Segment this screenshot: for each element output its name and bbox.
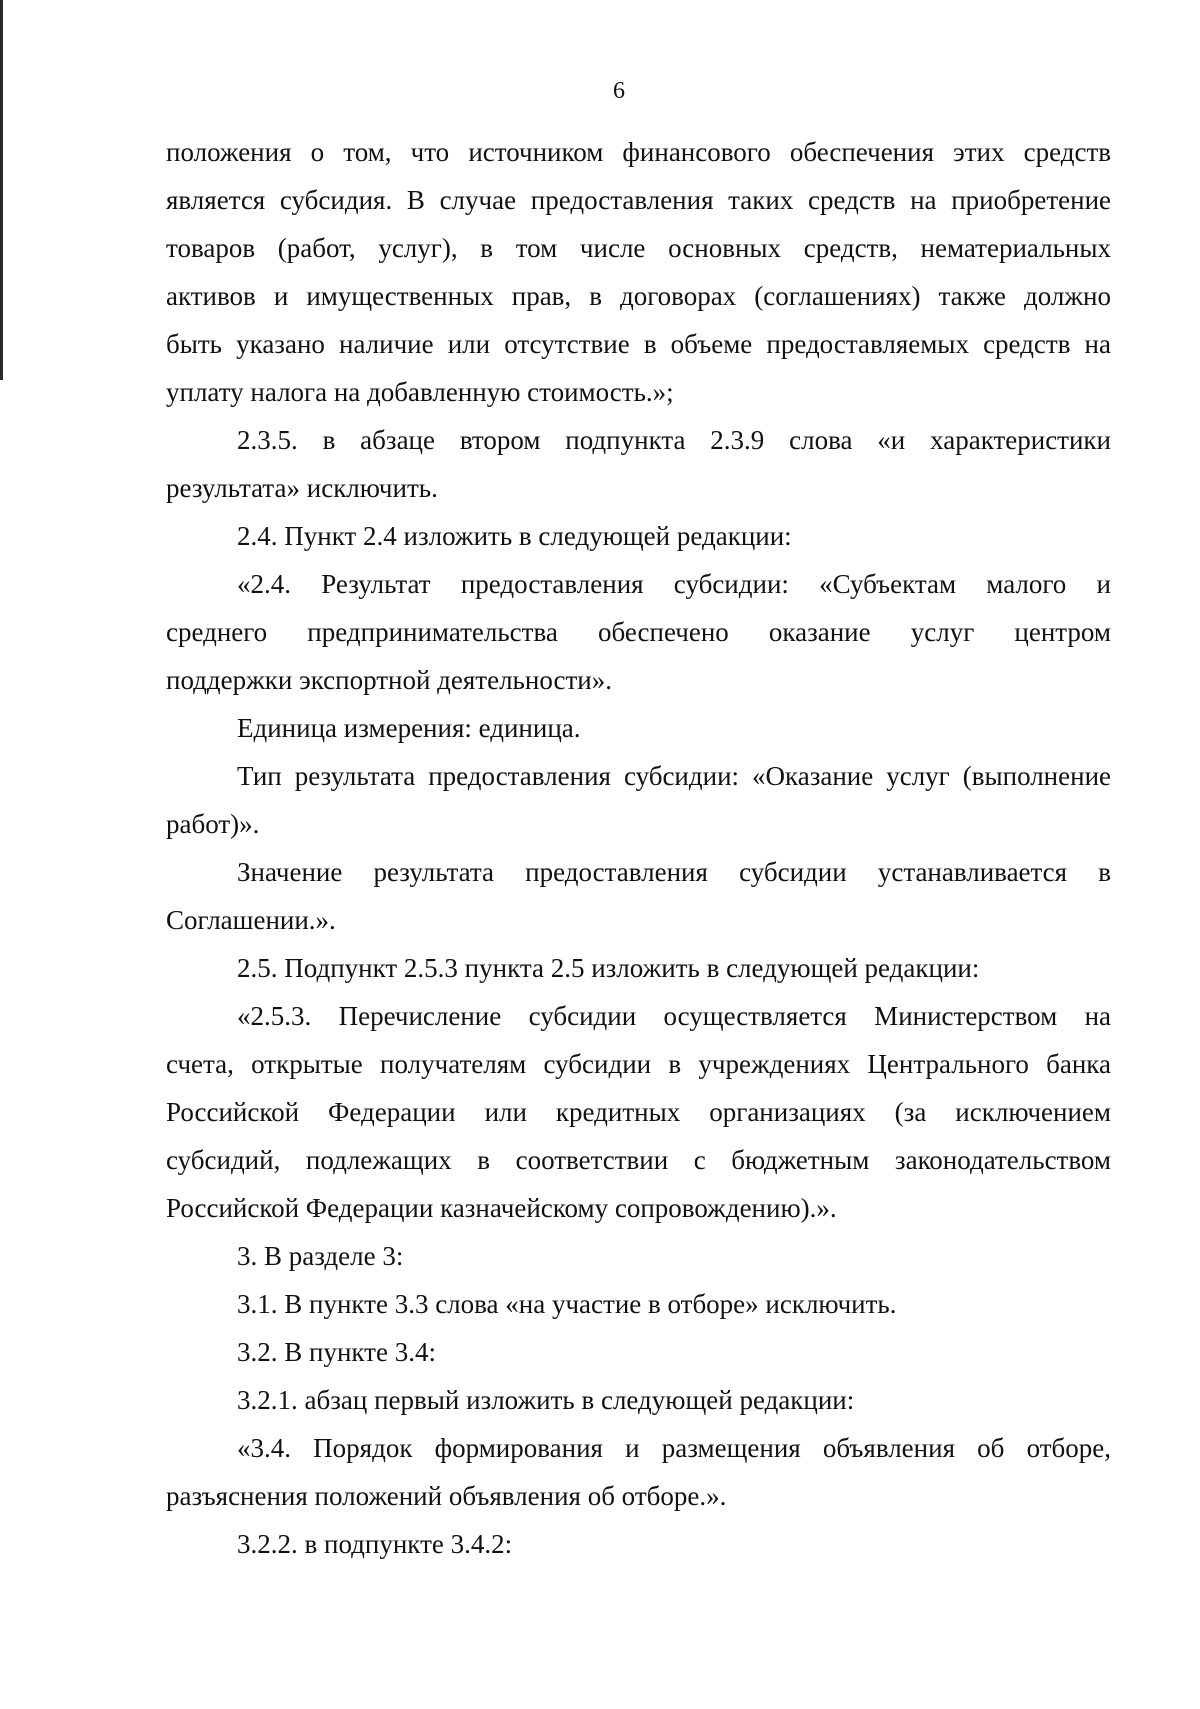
- text-line: среднего предпринимательства обеспечено оказание услуг центром: [166, 617, 1111, 647]
- text-line: Значение результата предоставления субсидии устанавливается в: [237, 857, 1111, 887]
- text-line: 2.3.5. в абзаце втором подпункта 2.3.9 слова «и характеристики: [237, 425, 1111, 455]
- text-line: работ)».: [166, 809, 260, 839]
- text-line: разъяснения положений объявления об отборе.».: [166, 1481, 727, 1511]
- text-line: 2.5. Подпункт 2.5.3 пункта 2.5 изложить в следующей редакции:: [237, 953, 980, 983]
- text-line: «3.4. Порядок формирования и размещения объявления об отборе,: [237, 1433, 1111, 1463]
- text-line: поддержки экспортной деятельности».: [166, 665, 612, 695]
- text-line: «2.4. Результат предоставления субсидии: «Субъектам малого и: [237, 569, 1111, 599]
- text-line: субсидий, подлежащих в соответствии с бюджетным законодательством: [166, 1145, 1111, 1175]
- text-line: Тип результата предоставления субсидии: «Оказание услуг (выполнение: [237, 761, 1111, 791]
- text-line: Соглашении.».: [166, 905, 336, 935]
- document-body: [166, 128, 1111, 1568]
- text-line: Российской Федерации казначейскому сопровождению).».: [166, 1193, 837, 1223]
- text-line: результата» исключить.: [166, 473, 438, 503]
- text-line: уплату налога на добавленную стоимость.»;: [166, 377, 674, 407]
- text-line: счета, открытые получателям субсидии в учреждениях Центрального банка: [166, 1049, 1111, 1079]
- text-line: 2.4. Пункт 2.4 изложить в следующей редакции:: [237, 521, 792, 551]
- page-number: 6: [613, 78, 625, 104]
- text-line: является субсидия. В случае предоставления таких средств на приобретение: [166, 185, 1111, 215]
- text-line: товаров (работ, услуг), в том числе основных средств, нематериальных: [166, 233, 1111, 263]
- text-line: 3.2.2. в подпункте 3.4.2:: [237, 1529, 513, 1559]
- text-line: 3.2.1. абзац первый изложить в следующей редакции:: [237, 1385, 855, 1415]
- scan-edge-line: [0, 0, 3, 380]
- text-line: «2.5.3. Перечисление субсидии осуществляется Министерством на: [237, 1001, 1111, 1031]
- text-line: Российской Федерации или кредитных организациях (за исключением: [166, 1097, 1111, 1127]
- text-line: 3. В разделе 3:: [237, 1241, 404, 1271]
- text-line: быть указано наличие или отсутствие в объеме предоставляемых средств на: [166, 329, 1111, 359]
- text-line: 3.2. В пункте 3.4:: [237, 1337, 436, 1367]
- text-line: 3.1. В пункте 3.3 слова «на участие в отборе» исключить.: [237, 1289, 897, 1319]
- text-line: активов и имущественных прав, в договорах (соглашениях) также должно: [166, 281, 1111, 311]
- text-line: положения о том, что источником финансового обеспечения этих средств: [166, 137, 1111, 167]
- text-line: Единица измерения: единица.: [237, 713, 581, 743]
